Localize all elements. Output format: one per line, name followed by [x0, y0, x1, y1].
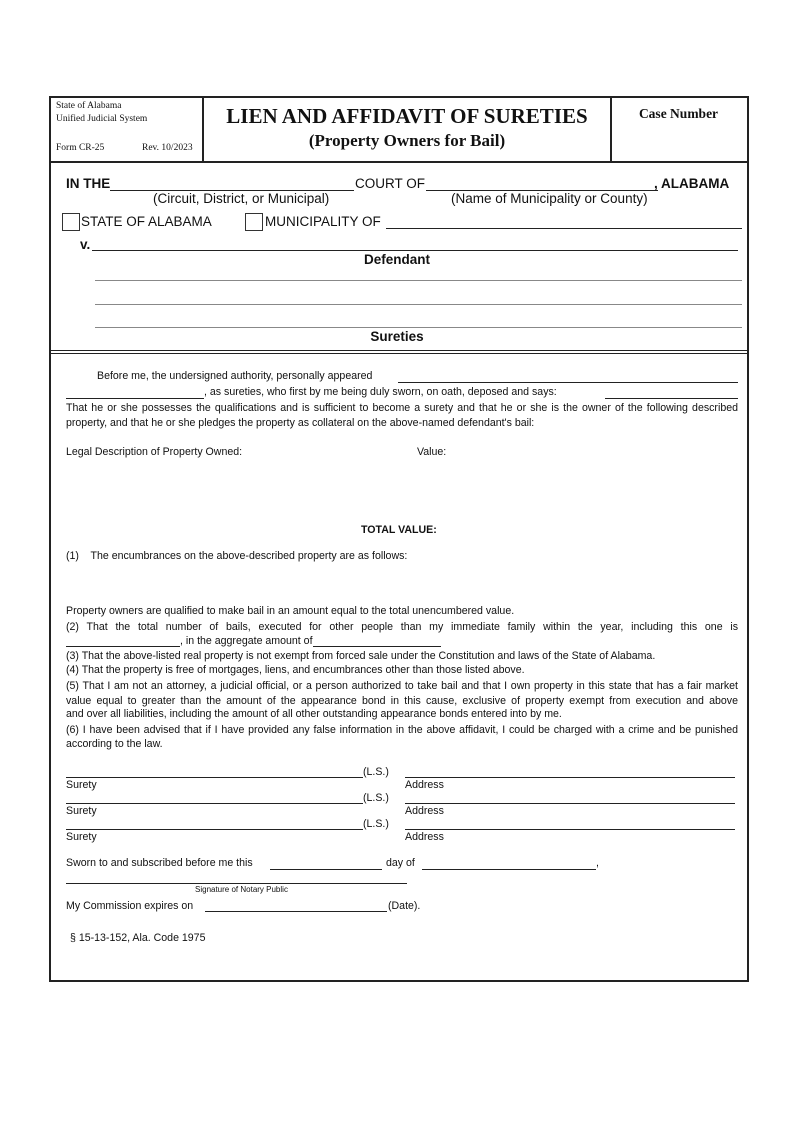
surety-signature-2[interactable]	[66, 803, 363, 804]
surety-label: Surety	[66, 805, 97, 817]
value-label: Value:	[417, 446, 447, 458]
commission-text: My Commission expires on	[66, 900, 194, 912]
code-citation: § 15-13-152, Ala. Code 1975	[70, 932, 206, 944]
address-label: Address	[405, 779, 444, 791]
system-label: Unified Judicial System	[56, 114, 148, 124]
surety-address-3[interactable]	[405, 829, 735, 830]
item-5c: and over all liabilities, including the amount of all other outstanding appearance bonds entered into by me.	[66, 708, 562, 720]
municipality-option-label: MUNICIPALITY OF	[265, 214, 381, 229]
defendant-field[interactable]	[92, 250, 738, 251]
deposition-field[interactable]	[605, 398, 738, 399]
case-number-label: Case Number	[638, 106, 719, 121]
defendant-label: Defendant	[363, 252, 430, 267]
address-label: Address	[405, 831, 444, 843]
divider	[49, 350, 747, 351]
sworn-to-text: Sworn to and subscribed before me this	[66, 857, 253, 869]
surety-address-1[interactable]	[405, 777, 735, 778]
notary-signature-label: Signature of Notary Public	[195, 885, 288, 894]
notary-signature-field[interactable]	[66, 883, 407, 884]
surety-address-2[interactable]	[405, 803, 735, 804]
court-type-hint: (Circuit, District, or Municipal)	[153, 191, 330, 206]
total-value-label: TOTAL VALUE:	[361, 524, 437, 536]
form-number: Form CR-25	[56, 143, 105, 153]
state-checkbox[interactable]	[62, 213, 80, 231]
bail-count-field[interactable]	[66, 646, 180, 647]
day-of-text: day of	[386, 857, 415, 869]
state-label: State of Alabama	[56, 101, 122, 111]
item-6b: according to the law.	[66, 738, 163, 750]
surety-signature-3[interactable]	[66, 829, 363, 830]
appeared-text: Before me, the undersigned authority, personally appeared	[97, 370, 373, 382]
item-3: (3) That the above-listed real property is not exempt from forced sale under the Constitution and laws of the State of Alabama.	[66, 650, 656, 662]
item-2-aggregate: , in the aggregate amount of	[180, 635, 313, 647]
divider	[49, 353, 747, 354]
date-label: (Date).	[388, 900, 421, 912]
item-6a: (6) I have been advised that if I have provided any false information in the above affidavit, I could be charged with a crime and be punished	[66, 724, 738, 736]
page-title: LIEN AND AFFIDAVIT OF SURETIES	[226, 104, 588, 128]
item-1: (1) The encumbrances on the above-described property are as follows:	[66, 550, 408, 562]
ls-label: (L.S.)	[363, 818, 389, 830]
page-subtitle: (Property Owners for Bail)	[308, 131, 506, 150]
surety-signature-1[interactable]	[66, 777, 363, 778]
case-number-field[interactable]	[614, 126, 742, 158]
county-hint: (Name of Municipality or County)	[451, 191, 648, 206]
surety-field-2[interactable]	[95, 304, 742, 305]
qualifications-text-2: property, and that he or she pledges the property as collateral on the above-named defendant's bail:	[66, 417, 535, 429]
sureties-label: Sureties	[370, 329, 424, 344]
owners-note: Property owners are qualified to make bail in an amount equal to the total unencumbered value.	[66, 605, 515, 617]
surety-label: Surety	[66, 831, 97, 843]
sworn-text: , as sureties, who first by me being duly sworn, on oath, deposed and says:	[204, 386, 557, 398]
qualifications-text-1: That he or she possesses the qualifications and is sufficient to become a surety and that he or she is the owner of the following described	[66, 402, 738, 414]
surety-label: Surety	[66, 779, 97, 791]
versus-label: v.	[80, 237, 91, 252]
address-label: Address	[405, 805, 444, 817]
surety-field-1[interactable]	[95, 280, 742, 281]
municipality-checkbox[interactable]	[245, 213, 263, 231]
item-5b: value equal to greater than the amount of the appearance bond in this cause, exclusive of property exempt from execution and above	[66, 695, 738, 707]
notary-month-field[interactable]	[422, 869, 596, 870]
item-2: (2) That the total number of bails, executed for other people than my immediate family within the year, including this one is	[66, 621, 738, 633]
comma: ,	[596, 857, 599, 869]
municipality-field[interactable]	[386, 228, 742, 229]
court-of-label: COURT OF	[355, 176, 426, 191]
item-5a: (5) That I am not an attorney, a judicial official, or a person authorized to take bail and that I own property in this state that has a fair market	[66, 680, 738, 692]
notary-day-field[interactable]	[270, 869, 382, 870]
state-option-label: STATE OF ALABAMA	[81, 214, 212, 229]
revision: Rev. 10/2023	[142, 143, 193, 153]
item-4: (4) That the property is free of mortgages, liens, and encumbrances other than those listed above.	[66, 664, 525, 676]
in-the-label: IN THE	[66, 176, 111, 191]
ls-label: (L.S.)	[363, 766, 389, 778]
surety-field-3[interactable]	[95, 327, 742, 328]
aggregate-amount-field[interactable]	[313, 646, 441, 647]
commission-date-field[interactable]	[205, 911, 387, 912]
appeared-field[interactable]	[398, 382, 738, 383]
ls-label: (L.S.)	[363, 792, 389, 804]
sureties-names-field[interactable]	[66, 398, 204, 399]
alabama-label: , ALABAMA	[654, 176, 730, 191]
legal-description-label: Legal Description of Property Owned:	[66, 446, 243, 458]
